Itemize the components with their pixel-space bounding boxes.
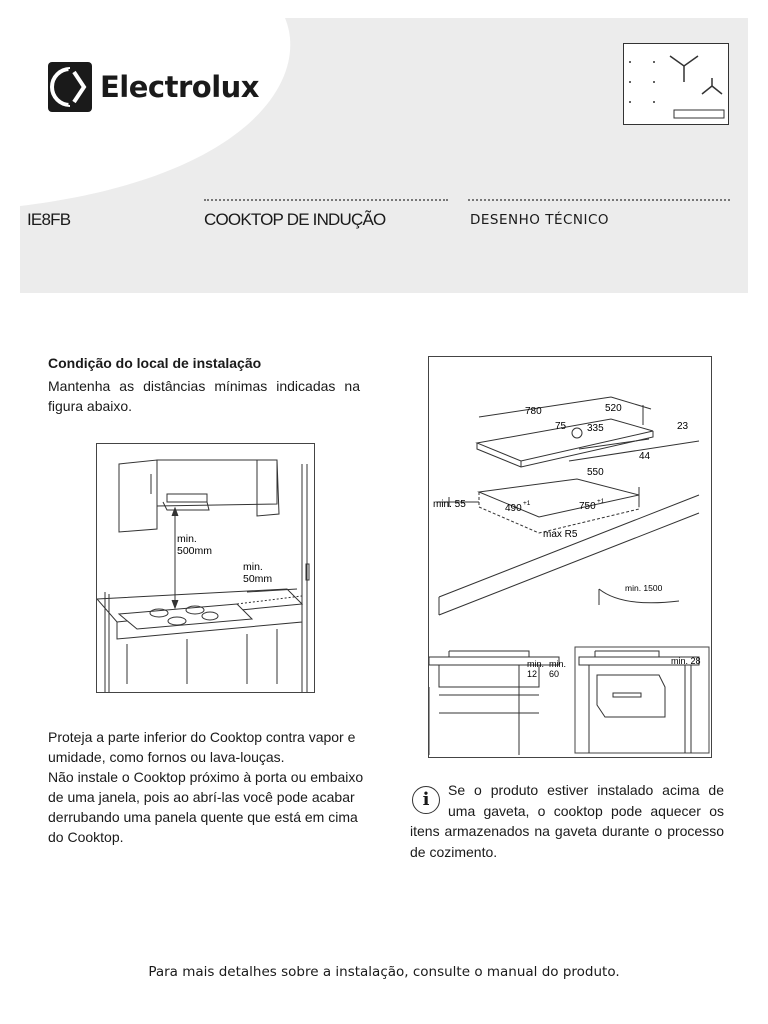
- dim-width: 780: [525, 406, 542, 417]
- electrolux-logo-icon: [48, 62, 92, 112]
- hood-clearance-label-1: min.: [177, 533, 197, 545]
- header-band: [20, 18, 748, 293]
- dim-cutout-depth: 490: [505, 503, 522, 514]
- intro-text: Mantenha as distâncias mínimas indicadas na figura abaixo.: [48, 378, 360, 414]
- brand-name: Electrolux: [100, 70, 259, 104]
- dim-cutout-depth-tolerance: +1: [523, 500, 531, 507]
- dim-depth: 520: [605, 403, 622, 414]
- dim-75: 75: [555, 421, 567, 432]
- dim-min-12-label: min.: [527, 659, 545, 669]
- dim-min-60-label: min.: [549, 659, 567, 669]
- wall-clearance-label-1: min.: [243, 561, 263, 573]
- model-number: IE8FB: [27, 210, 71, 229]
- footer-text: Para mais detalhes sobre a instalação, consulte o manual do produto.: [148, 964, 620, 980]
- cooktop-icon: [623, 43, 729, 125]
- info-note-text: Se o produto estiver instalado acima de uma gaveta, o cooktop pode aquecer os itens armazenados na gaveta durante o processo de cozimento.: [410, 782, 724, 860]
- dim-max-radius: max R5: [543, 529, 578, 540]
- dim-cutout-width: 750: [579, 501, 596, 512]
- info-icon: i: [412, 786, 440, 814]
- header-divider: [204, 199, 448, 201]
- hood-clearance-label-2: 500mm: [177, 545, 213, 557]
- dim-cutout-width-tolerance: +1: [597, 498, 605, 505]
- dim-550: 550: [587, 467, 604, 478]
- header-divider: [468, 199, 730, 201]
- dim-height: 23: [677, 421, 689, 432]
- document-type: DESENHO TÉCNICO: [470, 212, 610, 228]
- paragraph-protection: Proteja a parte inferior do Cooktop contra vapor e umidade, como fornos ou lava-louças.: [48, 729, 356, 765]
- product-name: COOKTOP DE INDUÇÃO: [204, 210, 386, 229]
- dim-min-60-value: 60: [549, 669, 560, 679]
- brand-logo: [48, 62, 259, 112]
- dim-cable-length: min. 1500: [625, 583, 663, 593]
- dim-44: 44: [639, 451, 651, 462]
- section-title: Condição do local de instalação: [48, 355, 262, 371]
- cutout-dimensions-diagram: [428, 356, 712, 758]
- wall-clearance-label-2: 50mm: [243, 573, 273, 585]
- dim-335: 335: [587, 423, 604, 434]
- dim-min-28: min. 28: [671, 656, 701, 666]
- clearance-diagram: [96, 443, 315, 693]
- paragraph-placement: Não instale o Cooktop próximo à porta ou embaixo de uma janela, pois ao abrí-las você pode acabar derrubando uma panela quente que está em cima do Cooktop.: [48, 769, 364, 845]
- info-note: [410, 780, 724, 862]
- dim-min-55: min. 55: [433, 499, 466, 510]
- dim-min-12-value: 12: [527, 669, 538, 679]
